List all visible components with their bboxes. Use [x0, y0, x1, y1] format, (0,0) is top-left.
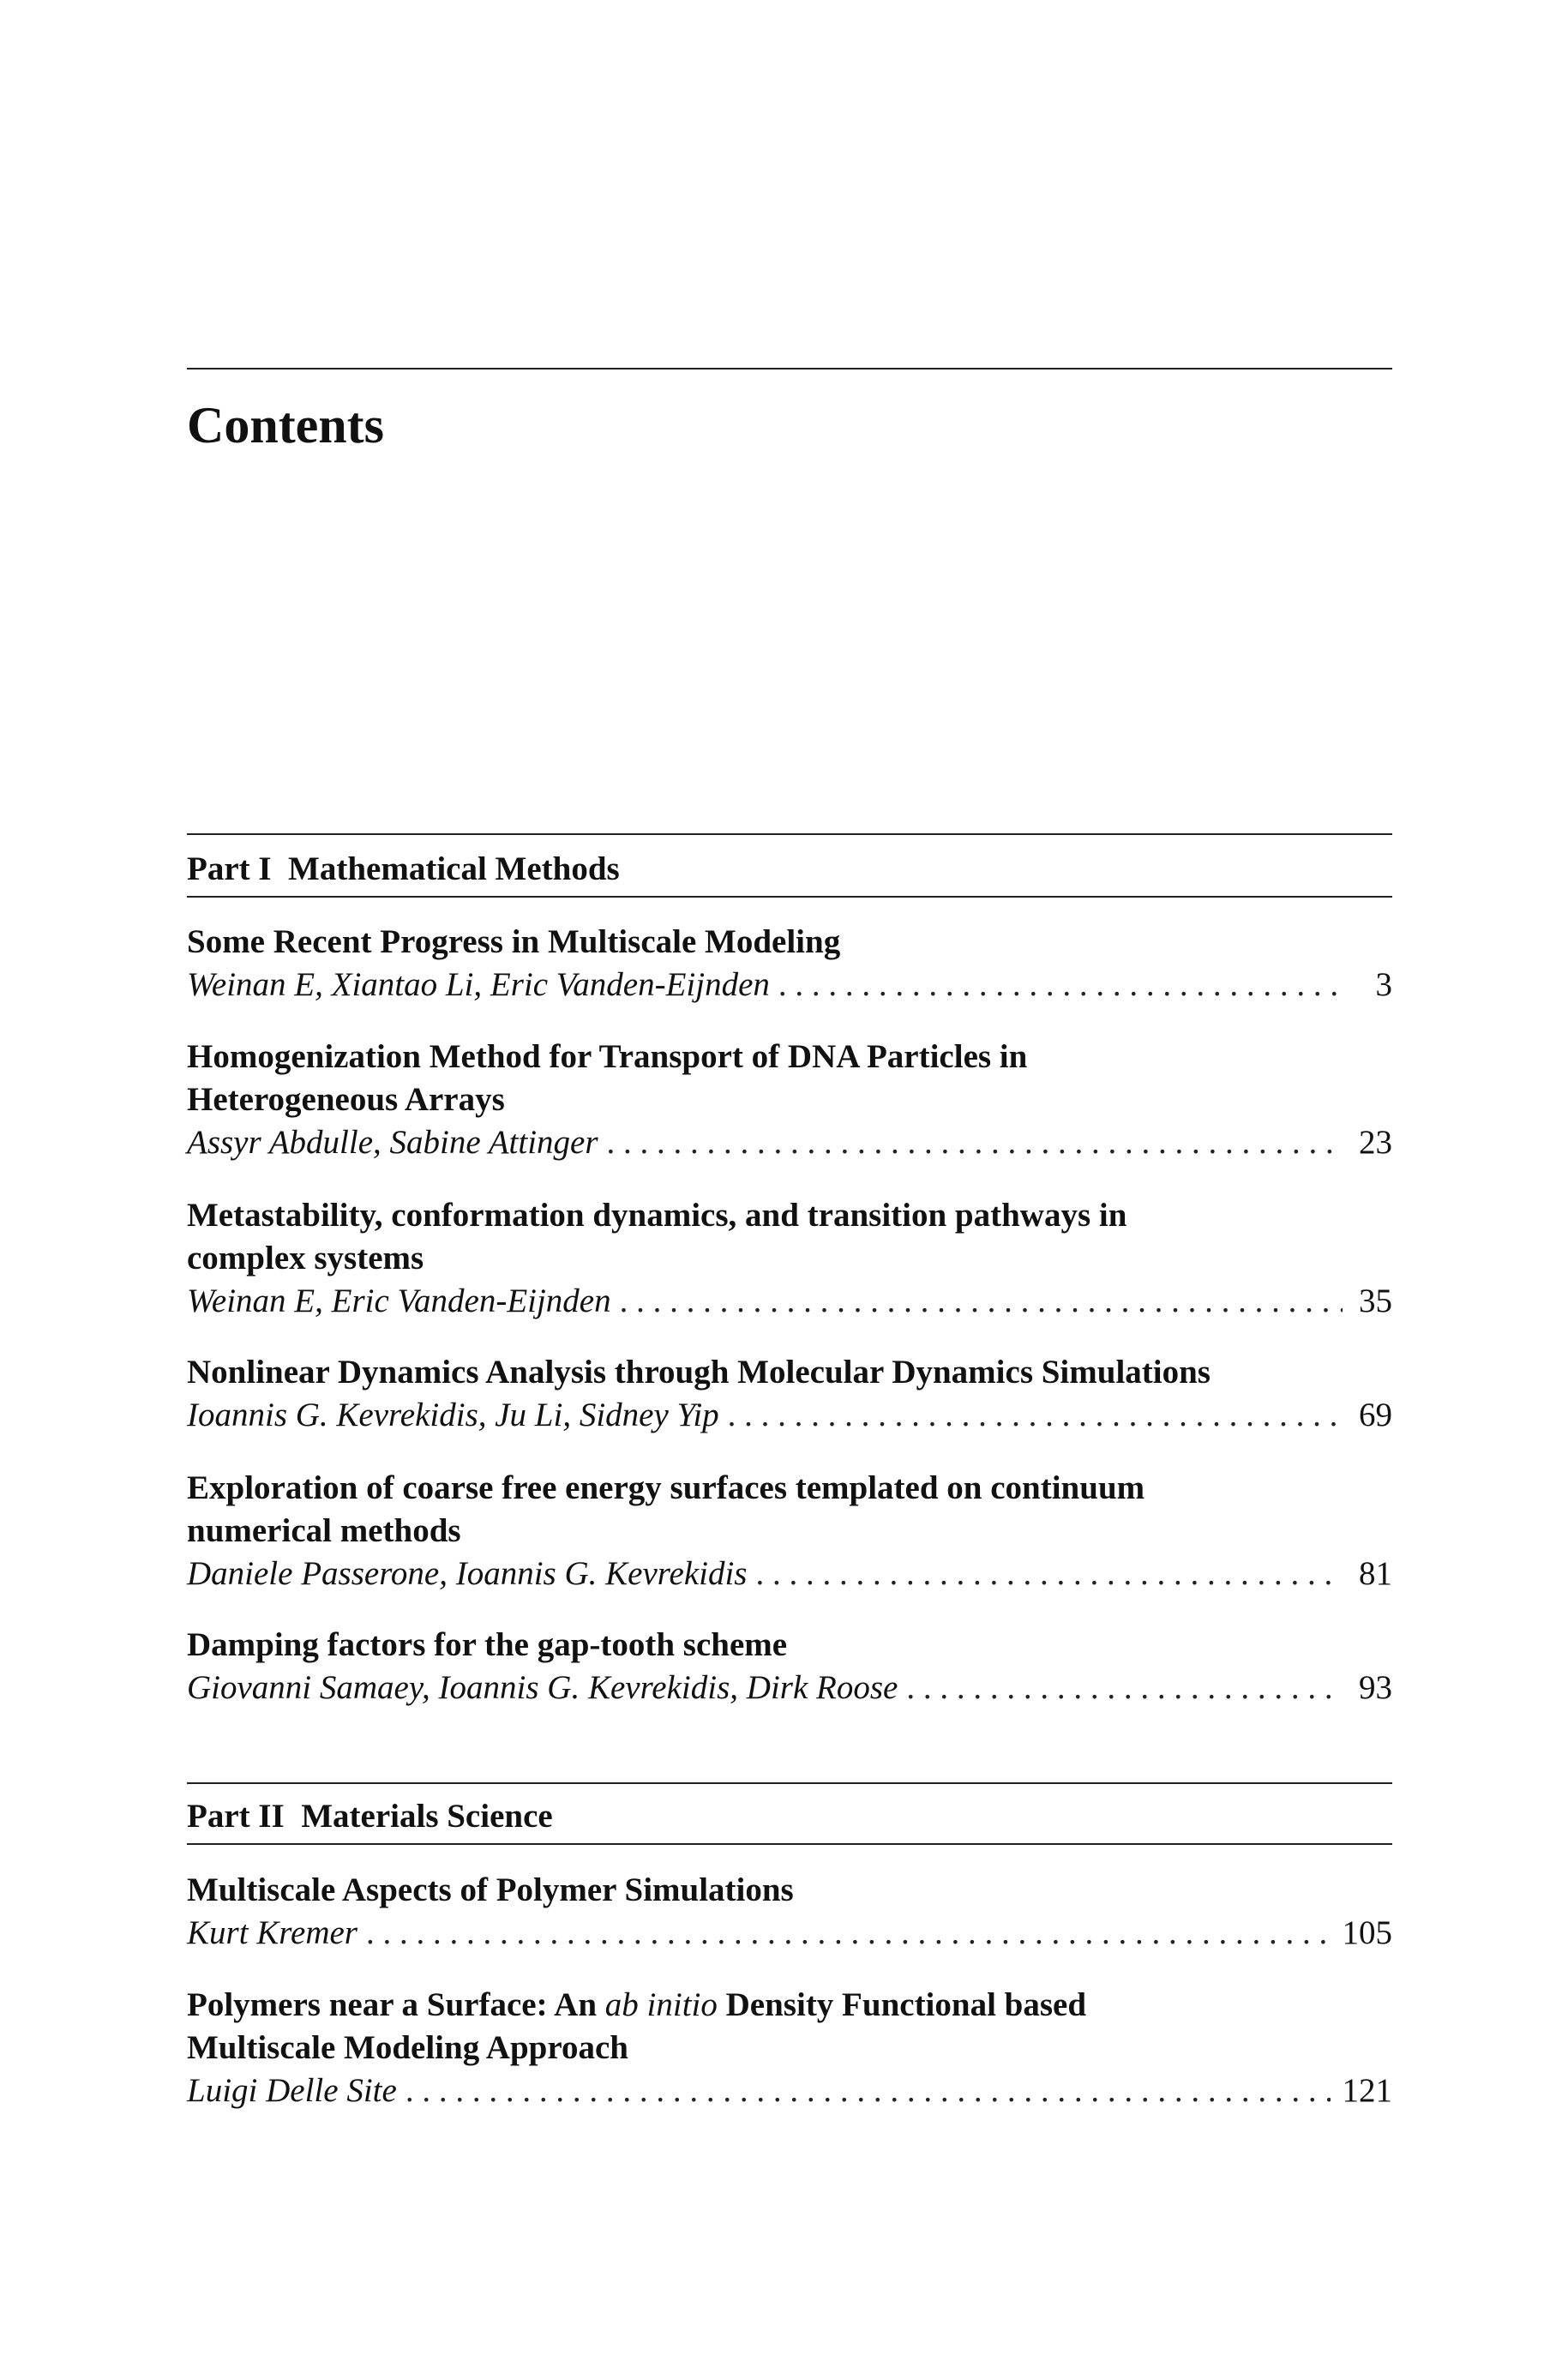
toc-entry-title-line-1[interactable]: Metastability, conformation dynamics, and transition pathways in — [187, 1197, 1127, 1234]
toc-entry-page[interactable]: 93 — [1359, 1669, 1392, 1706]
toc-entry-author-line — [187, 1394, 1392, 1437]
toc-entry-title-part: Polymers near a Surface: An — [187, 1986, 605, 2023]
dot-leader — [607, 1121, 1343, 1164]
toc-entry-title-line-2[interactable]: Heterogeneous Arrays — [187, 1081, 505, 1118]
toc-entry-page[interactable]: 35 — [1359, 1283, 1392, 1319]
toc-entry-author-line — [187, 1280, 1392, 1323]
part-1-title: Part I Mathematical Methods — [187, 850, 620, 887]
toc-entry-page[interactable]: 81 — [1359, 1555, 1392, 1592]
dot-leader — [728, 1394, 1343, 1437]
toc-entry-authors: Kurt Kremer — [187, 1914, 357, 1951]
part-2-bottom-rule — [187, 1843, 1392, 1845]
toc-entry-page[interactable]: 69 — [1359, 1397, 1392, 1433]
toc-entry-title[interactable]: Nonlinear Dynamics Analysis through Molecular Dynamics Simulations — [187, 1354, 1211, 1391]
toc-entry-title-part: Density Functional based — [717, 1986, 1087, 2023]
toc-entry-author-line — [187, 2070, 1392, 2112]
toc-entry-title-line-1[interactable] — [187, 1984, 1301, 2027]
toc-entry-title-italic: ab initio — [604, 1986, 718, 2023]
dot-leader — [366, 1912, 1331, 1955]
toc-entry-authors: Luigi Delle Site — [187, 2072, 397, 2109]
toc-entry-author-line — [187, 964, 1392, 1006]
toc-entry-page[interactable]: 3 — [1375, 966, 1392, 1003]
toc-entry[interactable] — [187, 1624, 1392, 1709]
toc-entry[interactable] — [187, 1869, 1392, 1955]
toc-entry-title-line-1[interactable]: Exploration of coarse free energy surfaces templated on continuum — [187, 1469, 1145, 1506]
toc-entry[interactable] — [187, 921, 1392, 1006]
toc-entry-title-line-2[interactable]: numerical methods — [187, 1512, 461, 1549]
toc-entry[interactable] — [187, 1467, 1392, 1595]
part-2-title: Part II Materials Science — [187, 1798, 553, 1835]
page-title: Contents — [187, 397, 385, 454]
toc-entry-authors: Daniele Passerone, Ioannis G. Kevrekidis — [187, 1555, 748, 1592]
toc-entry[interactable] — [187, 1036, 1392, 1164]
toc-entry-title[interactable]: Multiscale Aspects of Polymer Simulations — [187, 1871, 794, 1908]
toc-entry[interactable] — [187, 1984, 1392, 2112]
top-rule — [187, 368, 1392, 369]
toc-entry-author-line — [187, 1553, 1392, 1595]
part-1-top-rule — [187, 833, 1392, 835]
dot-leader — [406, 2070, 1331, 2112]
toc-entry[interactable] — [187, 1351, 1392, 1437]
toc-entry[interactable] — [187, 1194, 1392, 1323]
dot-leader — [620, 1280, 1343, 1323]
dot-leader — [755, 1553, 1343, 1595]
part-1-bottom-rule — [187, 896, 1392, 898]
dot-leader — [906, 1667, 1343, 1709]
toc-entry-author-line — [187, 1667, 1392, 1709]
toc-entry-page[interactable]: 23 — [1359, 1124, 1392, 1161]
toc-entry-authors: Weinan E, Eric Vanden-Eijnden — [187, 1283, 611, 1319]
toc-entry-title-line-1[interactable]: Homogenization Method for Transport of DNA Particles in — [187, 1038, 1028, 1075]
dot-leader — [778, 964, 1343, 1006]
toc-entry-authors: Weinan E, Xiantao Li, Eric Vanden-Eijnden — [187, 966, 770, 1003]
toc-entry-title-line-2[interactable]: complex systems — [187, 1240, 424, 1277]
toc-entry-author-line — [187, 1912, 1392, 1955]
toc-entry-title[interactable]: Some Recent Progress in Multiscale Modeling — [187, 923, 841, 960]
part-2-top-rule — [187, 1782, 1392, 1784]
toc-entry-authors: Assyr Abdulle, Sabine Attinger — [187, 1124, 598, 1161]
toc-entry-authors: Giovanni Samaey, Ioannis G. Kevrekidis, Dirk Roose — [187, 1669, 898, 1706]
toc-entry-page[interactable]: 121 — [1342, 2072, 1392, 2109]
toc-entry-title[interactable]: Damping factors for the gap-tooth scheme — [187, 1626, 788, 1663]
toc-entry-title-line-2[interactable]: Multiscale Modeling Approach — [187, 2029, 628, 2066]
toc-entry-author-line — [187, 1121, 1392, 1164]
toc-entry-authors: Ioannis G. Kevrekidis, Ju Li, Sidney Yip — [187, 1397, 719, 1433]
toc-entry-page[interactable]: 105 — [1342, 1914, 1392, 1951]
